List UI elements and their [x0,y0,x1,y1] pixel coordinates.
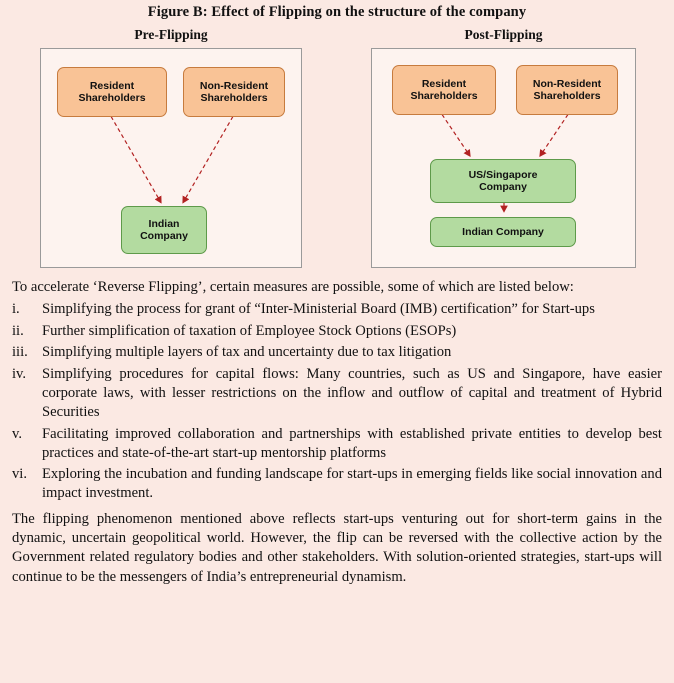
post-non-resident-line1: Non-Resident [532,77,602,90]
pre-non-resident-line2: Shareholders [200,92,268,104]
pre-indian-company-node [121,206,207,254]
post-us-singapore-company-node [430,159,576,203]
list-item-text: Exploring the incubation and funding landscape for start-ups in emerging fields like social innovation and impact investment. [42,466,662,502]
list-item [12,365,662,422]
list-item-text: Further simplification of taxation of Employee Stock Options (ESOPs) [42,322,457,339]
lead-paragraph: To accelerate ‘Reverse Flipping’, certain measures are possible, some of which are listed below: [12,279,574,295]
post-indian-label: Indian Company [462,225,544,238]
list-item-marker: vi. [12,466,27,483]
list-item-text: Simplifying multiple layers of tax and uncertainty due to tax litigation [42,344,452,361]
list-item [12,425,662,463]
post-indian-company-node [430,217,576,247]
list-item-marker: i. [12,300,20,317]
figure-title: Figure B: Effect of Flipping on the structure of the company [147,4,527,20]
closing-paragraph: The flipping phenomenon mentioned above reflects start-ups venturing out for short-term gains in the dynamic, uncertain geopolitical world. However, the flip can be reversed with the collective action by the Government related regulatory bodies and other stakeholders. With solution-oriented strategies, start-ups will continue to be the messengers of India’s entrepreneurial dynamism. [12,510,662,585]
pre-non-resident-line1: Non-Resident [199,79,269,92]
post-us-sg-line1: US/Singapore [468,168,538,181]
pre-flipping-canvas [40,48,302,268]
pre-flipping-title: Pre-Flipping [134,27,208,42]
post-non-resident-shareholders-node [516,65,618,115]
pre-resident-shareholders-node [57,67,167,117]
pre-resident-line2: Shareholders [78,92,146,104]
list-item-text: Facilitating improved collaboration and partnerships with established private entities to develop best practices and state-of-the-art start-up mentorship platforms [42,425,662,461]
post-resident-shareholders-node [392,65,496,115]
pre-indian-line1: Indian [148,217,180,230]
measures-list [12,300,662,504]
pre-resident-line1: Resident [89,79,135,92]
pre-non-resident-shareholders-node [183,67,285,117]
post-us-sg-line2: Company [479,181,527,193]
post-flipping-title: Post-Flipping [464,27,543,42]
post-resident-line1: Resident [421,77,467,90]
list-item-marker: iii. [12,344,28,361]
body-text [8,268,666,587]
list-item-marker: iv. [12,365,27,382]
post-flipping-canvas [371,48,636,268]
pre-indian-line2: Company [140,230,188,242]
post-non-resident-line2: Shareholders [533,90,601,102]
post-flipping-panel [371,27,636,268]
pre-flipping-panel [40,27,302,268]
list-item-marker: v. [12,425,22,442]
list-item [12,343,662,362]
list-item-text: Simplifying procedures for capital flows: Many countries, such as US and Singapore, have easier corporate laws, with lesser restrictions on the inflow and outflow of capital and treatment of Hybrid Securities [42,365,662,421]
list-item [12,322,662,341]
post-resident-line2: Shareholders [410,90,478,102]
list-item-text: Simplifying the process for grant of “Inter-Ministerial Board (IMB) certification” for Start-ups [42,300,595,317]
list-item [12,465,662,503]
diagram-panels [8,27,666,268]
list-item [12,300,662,319]
list-item-marker: ii. [12,322,24,339]
